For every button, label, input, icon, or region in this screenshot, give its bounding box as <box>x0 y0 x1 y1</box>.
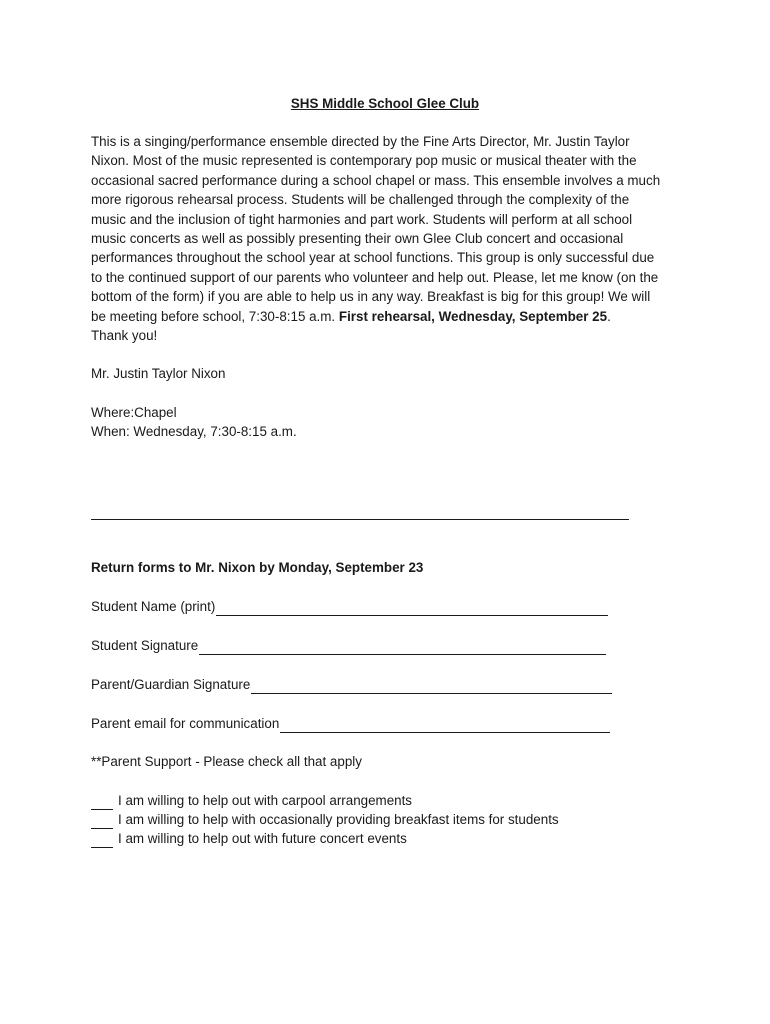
parent-support-heading: **Parent Support - Please check all that apply <box>91 754 362 769</box>
intro-line: occasional sacred performance during a school chapel or mass. This ensemble involves a much <box>91 172 661 188</box>
parent-email-blank[interactable] <box>280 717 610 733</box>
intro-line: music concerts as well as possibly presenting their own Glee Club concert and occasional <box>91 231 624 247</box>
thank-you-line: Thank you! <box>91 328 158 344</box>
parent-email-field[interactable] <box>91 713 610 733</box>
intro-line: more rigorous rehearsal process. Students will be challenged through the complexity of the <box>91 192 630 208</box>
intro-line: music and the inclusion of tight harmonies and part work. Students will perform at all school <box>91 211 633 227</box>
student-name-label: Student Name (print) <box>91 599 216 614</box>
intro-line: to the continued support of our parents who volunteer and help out. Please, let me know (on the <box>91 269 659 285</box>
support-option-concerts[interactable] <box>91 829 407 848</box>
support-option-label: I am willing to help out with future concert events <box>118 831 407 846</box>
intro-line: This is a singing/performance ensemble directed by the Fine Arts Director, Mr. Justin Taylor <box>91 134 630 149</box>
intro-line: performances throughout the school year at school functions. This group is only successful due <box>91 250 655 266</box>
support-option-breakfast[interactable] <box>91 810 559 829</box>
tear-off-divider <box>91 519 629 520</box>
location-line: Where:Chapel <box>91 405 177 420</box>
director-signoff: Mr. Justin Taylor Nixon <box>91 366 226 381</box>
support-option-carpool[interactable] <box>91 791 412 810</box>
parent-email-label: Parent email for communication <box>91 716 280 731</box>
time-line: When: Wednesday, 7:30-8:15 a.m. <box>91 424 297 439</box>
student-name-field[interactable] <box>91 596 608 616</box>
carpool-checkbox-blank[interactable] <box>91 794 113 810</box>
student-name-blank[interactable] <box>216 600 608 616</box>
rehearsal-suffix: . <box>607 308 611 324</box>
return-forms-heading: Return forms to Mr. Nixon by Monday, September 23 <box>91 560 424 575</box>
support-option-label: I am willing to help out with carpool arrangements <box>118 793 412 808</box>
student-signature-field[interactable] <box>91 635 606 655</box>
parent-signature-field[interactable] <box>91 674 612 694</box>
intro-line: Nixon. Most of the music represented is contemporary pop music or musical theater with the <box>91 153 637 169</box>
concerts-checkbox-blank[interactable] <box>91 832 113 848</box>
page-title: SHS Middle School Glee Club <box>290 96 480 111</box>
rehearsal-prefix: be meeting before school, 7:30-8:15 a.m. <box>91 308 339 324</box>
student-signature-blank[interactable] <box>199 639 606 655</box>
intro-line-rehearsal <box>91 307 691 326</box>
breakfast-checkbox-blank[interactable] <box>91 813 113 829</box>
parent-signature-blank[interactable] <box>251 678 612 694</box>
student-signature-label: Student Signature <box>91 638 199 653</box>
intro-paragraph <box>91 132 691 345</box>
parent-signature-label: Parent/Guardian Signature <box>91 677 251 692</box>
intro-line: bottom of the form) if you are able to help us in any way. Breakfast is big for this group! We will <box>91 289 651 305</box>
support-option-label: I am willing to help with occasionally providing breakfast items for students <box>118 812 559 827</box>
first-rehearsal-date: First rehearsal, Wednesday, September 25 <box>338 308 608 324</box>
